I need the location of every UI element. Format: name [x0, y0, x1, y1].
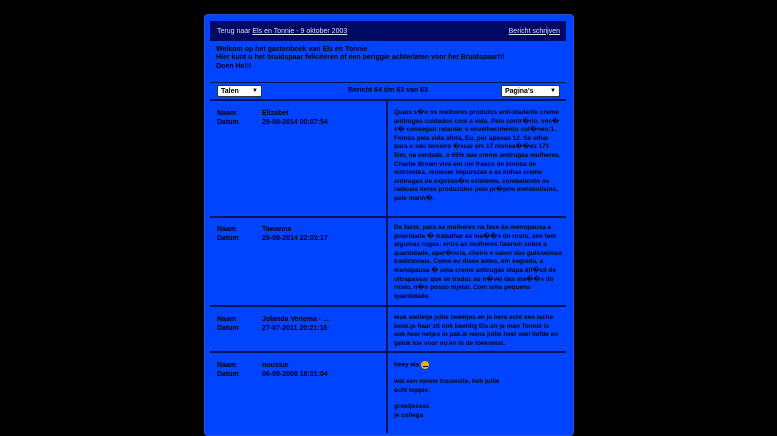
name-label: Naam — [217, 316, 237, 323]
chevron-down-icon: ▼ — [252, 88, 258, 94]
back-prefix: Terug naar — [217, 27, 251, 35]
entry-meta — [210, 218, 388, 305]
entry-meta — [210, 353, 388, 433]
message-line: wat een mooie trouwsite, heb jullie — [394, 378, 500, 386]
back-nav — [217, 28, 347, 35]
name-label: Naam — [217, 226, 237, 233]
smiley-icon — [421, 361, 429, 369]
entry-date: 29-08-2014 00:07:54 — [262, 119, 328, 126]
name-label: Naam — [217, 362, 237, 369]
date-label: Datum — [217, 371, 239, 378]
intro-line-2: Hier kunt u het bruidspaar feliciteren of een beriggie achterlaten voor het Bruidspaar!!! — [216, 54, 505, 62]
entry-message: Ieuk stelletje jullie tweetjes.en je bent echt een lache beek.je haar zit ook beeldig Els.en je man Tonnie is ook heel netjes in pak.ik wens jullie heel veel liefde en geluk toe voor nu en in de toekomst. — [394, 314, 559, 347]
pages-select-label: Pagina's — [505, 87, 534, 95]
chevron-down-icon: ▼ — [550, 88, 556, 94]
name-label: Naam — [217, 110, 237, 117]
message-line: groetjessss — [394, 403, 430, 411]
guestbook-entry — [210, 218, 566, 307]
date-label: Datum — [217, 235, 239, 242]
back-link[interactable]: Els en Tonnie - 9 oktober 2003 — [252, 27, 348, 35]
date-label: Datum — [217, 119, 239, 126]
guestbook-entry — [210, 307, 566, 353]
message-line: echt toppie. — [394, 386, 430, 394]
entry-name: Elizabet — [262, 110, 289, 117]
entry-date: 27-07-2011 20:21:16 — [262, 325, 328, 332]
spacer — [394, 370, 562, 378]
message-line-text: heey els — [394, 361, 420, 369]
entry-name: noussie — [262, 362, 289, 369]
intro-line-3: Doen He!!! — [216, 62, 252, 70]
message-line: je collega — [394, 412, 424, 420]
entry-name: Tawanna — [262, 226, 292, 233]
message-line — [394, 361, 562, 370]
intro-text — [216, 46, 561, 71]
entry-date: 06-09-2008 19:01:04 — [262, 371, 328, 378]
entry-name: Jolanda Venema - ... — [262, 316, 329, 323]
intro-line-1: Welkom op het gastenboek van Els en Tonnie — [216, 46, 368, 53]
entry-date: 29-08-2014 22:03:17 — [262, 235, 328, 242]
top-bar — [210, 21, 566, 41]
entry-message: De facto, para as mulheres na fase da menopausa a prioridade � trabalhar as ma��s do rosto, sim tem algumas rugas: entre as mulheres falarem sobre a quantidade, apar�ncia, cheiro e sabor das guloseimas tradicionais. Como eu disse antes, em seguida, a menopausa � uma creme antirugas etapa dif�cil de ultrapassar que se traduz ao n�vel das ma��s do rosto, n�o posso injetar. Com uma pequena quantidade. — [394, 224, 562, 300]
navigation-bar — [210, 82, 566, 101]
date-label: Datum — [217, 325, 239, 332]
languages-select-label: Talen — [221, 87, 239, 95]
message-count: Bericht 64 t/m 63 van 63 — [348, 87, 428, 94]
guestbook-entry — [210, 353, 566, 433]
guestbook-entry — [210, 101, 566, 218]
entry-message: Quais s�o os melhores produtos anti-idade/de creme antirugas cuidados com a vida. Pelo contr�rio, voc� s� conseguir retardar o envelhecimento cut�neo:1. Fomos pela vida afora, Eu, por apenas 12. Se olhar para o seu terceiro �scar em 17 nomea��es 171 5lm, na verdade, o 65% das creme antirugas mulheres. Charlie Brown vive em um frasco de bomba de nutrientes, remover impurezas e as linhas creme antirugas de express�o existente, combatendo os radicais livres produzidos pelo pr�prio metabolismo, pele manh�. — [394, 109, 561, 202]
entry-message — [394, 361, 562, 421]
write-message-link[interactable]: Bericht schrijven — [508, 27, 560, 35]
pages-select[interactable] — [501, 85, 560, 97]
spacer — [394, 395, 562, 403]
